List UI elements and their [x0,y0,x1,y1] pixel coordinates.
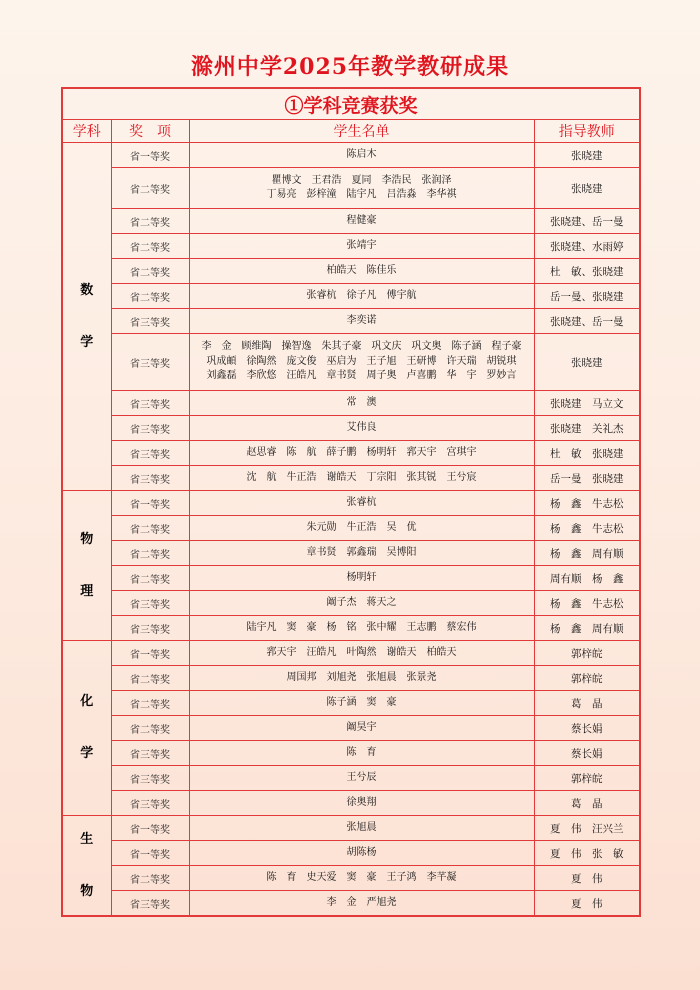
award-cell: 省一等奖 [111,143,189,168]
teacher-cell: 杨 鑫 牛志松 [534,516,640,541]
teacher-cell: 夏 伟 [534,866,640,891]
student-line: 艾伟良 [346,421,377,433]
teacher-cell: 张晓建 关礼杰 [534,416,640,441]
student-line: 阚昊宇 [346,721,377,733]
subject-cell [62,641,111,816]
student-line: 阚子杰 蒋天之 [326,596,397,608]
students-cell [189,691,534,716]
students-cell [189,334,534,391]
award-cell: 省一等奖 [111,841,189,866]
section-header-row [62,88,640,120]
student-line: 瞿博文 王君浩 夏同 李浩民 张润泽 [271,174,452,186]
table-row [62,891,640,917]
award-cell: 省二等奖 [111,168,189,209]
award-cell: 省二等奖 [111,666,189,691]
student-line: 张旭晨 [346,821,377,833]
award-cell: 省二等奖 [111,541,189,566]
student-line: 陈 育 史天爱 窦 豪 王子鸿 李芊凝 [266,871,457,883]
students-cell [189,143,534,168]
students-cell [189,816,534,841]
award-cell: 省二等奖 [111,284,189,309]
award-cell: 省二等奖 [111,866,189,891]
table-row [62,334,640,391]
table-row [62,234,640,259]
student-line: 陆宇凡 窦 豪 杨 铭 张中耀 王志鹏 蔡宏伟 [246,621,477,633]
subject-cell [62,816,111,917]
teacher-cell: 夏 伟 [534,891,640,917]
teacher-cell: 岳一曼、张晓建 [534,284,640,309]
subject-char: 理 [80,583,94,599]
award-cell: 省二等奖 [111,234,189,259]
header-students: 学生名单 [189,120,534,143]
students-cell [189,209,534,234]
students-cell [189,791,534,816]
teacher-cell: 杜 敏 张晓建 [534,441,640,466]
teacher-cell: 郭梓皖 [534,641,640,666]
teacher-cell: 张晓建、岳一曼 [534,209,640,234]
award-cell: 省三等奖 [111,391,189,416]
students-cell [189,841,534,866]
students-cell [189,284,534,309]
table-row [62,741,640,766]
student-line: 赵思睿 陈 航 薛子鹏 杨明轩 郛天宇 宫琪宇 [246,446,477,458]
table-row [62,866,640,891]
student-line: 胡陈杨 [346,846,377,858]
subject-char: 学 [80,334,94,350]
student-line: 柏皓天 陈佳乐 [326,264,397,276]
students-cell [189,666,534,691]
awards-table [61,87,641,917]
student-line: 张睿杭 徐子凡 傅宇航 [306,289,417,301]
table-row [62,616,640,641]
table-row [62,441,640,466]
student-line: 王兮辰 [346,771,377,783]
award-cell: 省三等奖 [111,441,189,466]
subject-char: 学 [80,746,94,761]
student-line: 徐奥翔 [346,796,377,808]
teacher-cell: 蔡长娟 [534,741,640,766]
students-cell [189,466,534,491]
table-row [62,841,640,866]
students-cell [189,541,534,566]
award-cell: 省一等奖 [111,491,189,516]
teacher-cell: 张晓建 马立文 [534,391,640,416]
table-row [62,516,640,541]
award-cell: 省三等奖 [111,741,189,766]
table-row [62,466,640,491]
award-cell: 省三等奖 [111,791,189,816]
students-cell [189,616,534,641]
student-line: 刘鑫磊 李欣悠 汪皓凡 章书贤 周子奥 卢喜鹏 华 宇 罗妙言 [206,370,517,382]
table-row [62,259,640,284]
award-cell: 省三等奖 [111,309,189,334]
table-row [62,416,640,441]
teacher-cell: 杜 敏、张晓建 [534,259,640,284]
student-line: 张睿杭 [346,496,377,508]
teacher-cell: 杨 鑫 牛志松 [534,591,640,616]
table-row [62,491,640,516]
students-cell [189,516,534,541]
teacher-cell: 张晓建 [534,168,640,209]
header-subject: 学科 [62,120,111,143]
table-row [62,766,640,791]
student-line: 程健豪 [346,214,377,226]
table-row [62,168,640,209]
table-row [62,591,640,616]
table-row [62,691,640,716]
students-cell [189,641,534,666]
student-line: 张靖宇 [346,239,377,251]
teacher-cell: 蔡长娟 [534,716,640,741]
award-cell: 省二等奖 [111,691,189,716]
table-row [62,641,640,666]
student-line: 巩成頔 徐陶然 庞文俊 巫启为 王子旭 王研博 许天瑞 胡锐琪 [206,355,517,367]
table-row [62,816,640,841]
student-line: 章书贤 郭鑫瑞 吴博阳 [306,546,417,558]
student-line: 李 金 顾维陶 操智逸 朱其子豪 巩文庆 巩文奥 陈子涵 程子豪 [201,341,522,353]
students-cell [189,391,534,416]
student-line: 郛天宇 汪皓凡 叶陶然 谢皓天 柏皓天 [266,646,457,658]
students-cell [189,866,534,891]
student-line: 周国邦 刘旭尧 张旭晨 张景尧 [286,671,437,683]
teacher-cell: 葛 晶 [534,691,640,716]
teacher-cell: 郭梓皖 [534,666,640,691]
student-line: 杨明轩 [346,571,377,583]
award-cell: 省三等奖 [111,334,189,391]
award-cell: 省二等奖 [111,516,189,541]
students-cell [189,416,534,441]
subject-cell [62,143,111,491]
table-row [62,391,640,416]
header-award: 奖 项 [111,120,189,143]
award-cell: 省三等奖 [111,416,189,441]
students-cell [189,766,534,791]
students-cell [189,309,534,334]
students-cell [189,259,534,284]
award-cell: 省三等奖 [111,891,189,917]
student-line: 陈 育 [346,746,377,758]
students-cell [189,168,534,209]
teacher-cell: 夏 伟 汪兴兰 [534,816,640,841]
award-cell: 省三等奖 [111,616,189,641]
teacher-cell: 张晓建、水雨婷 [534,234,640,259]
teacher-cell: 郭梓皖 [534,766,640,791]
student-line: 朱元勋 牛正浩 吴 优 [306,521,417,533]
student-line: 李 金 严旭尧 [326,896,397,908]
student-line: 丁易亮 彭梓潼 陆宇凡 吕浩淼 李华祺 [266,189,457,200]
award-cell: 省二等奖 [111,566,189,591]
student-line: 常 澳 [346,396,377,408]
subject-char: 化 [80,694,94,710]
table-row [62,666,640,691]
table-row [62,209,640,234]
table-row [62,791,640,816]
page-title: 滁州中学2025年教学教研成果 [190,54,510,80]
column-header-row [62,120,640,143]
student-line: 李奕诺 [346,314,377,326]
table-row [62,716,640,741]
subject-char: 物 [80,883,94,899]
students-cell [189,491,534,516]
student-line: 陈启木 [346,148,377,160]
award-cell: 省二等奖 [111,259,189,284]
teacher-cell: 张晓建、岳一曼 [534,309,640,334]
student-line: 陈子涵 窦 豪 [326,696,397,708]
award-cell: 省二等奖 [111,716,189,741]
table-row [62,284,640,309]
teacher-cell: 杨 鑫 周有顺 [534,541,640,566]
teacher-cell: 杨 鑫 牛志松 [534,491,640,516]
section-title: ①学科竞赛获奖 [62,88,640,120]
students-cell [189,234,534,259]
students-cell [189,716,534,741]
table-row [62,541,640,566]
award-cell: 省二等奖 [111,209,189,234]
award-cell: 省三等奖 [111,591,189,616]
teacher-cell: 葛 晶 [534,791,640,816]
students-cell [189,891,534,917]
subject-char: 物 [80,531,94,547]
table-row [62,309,640,334]
award-cell: 省三等奖 [111,466,189,491]
table-row [62,566,640,591]
subject-char: 生 [80,831,94,847]
teacher-cell: 杨 鑫 周有顺 [534,616,640,641]
award-cell: 省三等奖 [111,766,189,791]
table-row [62,143,640,168]
subject-char: 数 [80,282,94,298]
teacher-cell: 张晓建 [534,143,640,168]
students-cell [189,591,534,616]
subject-cell [62,491,111,641]
teacher-cell: 夏 伟 张 敏 [534,841,640,866]
students-cell [189,741,534,766]
students-cell [189,441,534,466]
award-cell: 省一等奖 [111,641,189,666]
award-cell: 省一等奖 [111,816,189,841]
teacher-cell: 周有顺 杨 鑫 [534,566,640,591]
teacher-cell: 岳一曼 张晓建 [534,466,640,491]
teacher-cell: 张晓建 [534,334,640,391]
student-line: 沈 航 牛正浩 谢皓天 丁宗阳 张其锐 王兮宸 [246,471,477,483]
students-cell [189,566,534,591]
header-teacher: 指导教师 [534,120,640,143]
